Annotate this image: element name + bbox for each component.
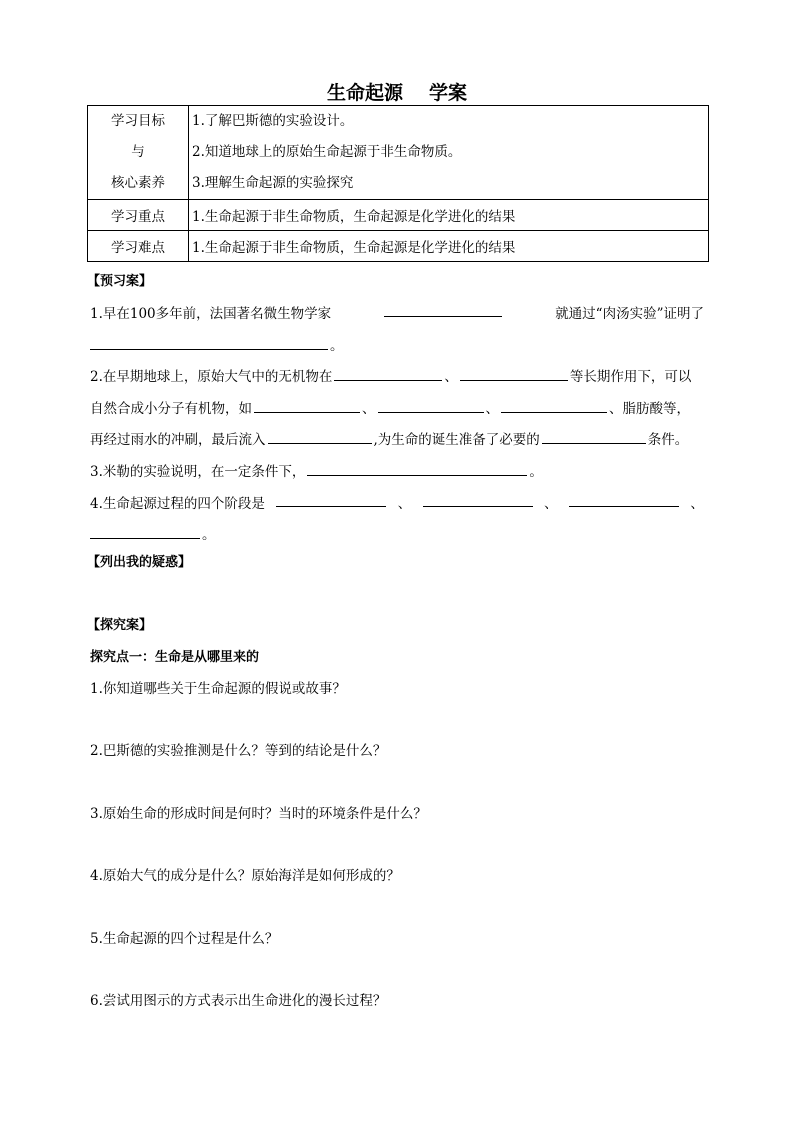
- goals-label-line: 核心素养: [111, 175, 165, 191]
- explore-question: 3.原始生命的形成时间是何时？当时的环境条件是什么？: [90, 806, 427, 822]
- goal-item: 2.知道地球上的原始生命起源于非生命物质。: [192, 144, 462, 160]
- answer-blank[interactable]: [268, 429, 372, 444]
- q2-l3a: 再经过雨水的冲刷，最后流入: [90, 432, 266, 448]
- answer-blank[interactable]: [334, 366, 442, 381]
- answer-blank[interactable]: [384, 302, 502, 317]
- goals-value-cell: [189, 106, 709, 200]
- answer-blank[interactable]: [423, 492, 533, 507]
- doubts-heading: 【列出我的疑惑】: [87, 555, 192, 570]
- difficulties-row: [88, 231, 709, 262]
- q2-l3c: 条件。: [647, 432, 689, 448]
- q2-l1a: 2.在早期地球上，原始大气中的无机物在: [90, 369, 333, 385]
- answer-blank[interactable]: [90, 335, 328, 350]
- preview-q2-line3: [90, 428, 688, 448]
- q4-sep: 、: [397, 496, 412, 512]
- goal-item: 1.了解巴斯德的实验设计。: [192, 113, 354, 129]
- difficulties-label: 学习难点: [88, 231, 189, 262]
- preview-q4-line2: [90, 523, 216, 543]
- preview-q4-line1: [90, 492, 704, 512]
- q4-sep: 、: [544, 496, 558, 512]
- q2-l2d: 、脂肪酸等，: [609, 401, 690, 417]
- q2-l1c: 等长期作用下，可以: [569, 369, 692, 385]
- q4-sep: 、: [690, 496, 704, 512]
- answer-blank[interactable]: [378, 398, 484, 413]
- difficulties-value: 1.生命起源于非生命物质，生命起源是化学进化的结果: [189, 231, 709, 262]
- answer-blank[interactable]: [254, 398, 360, 413]
- q3-text: 3.米勒的实验说明，在一定条件下，: [90, 464, 306, 480]
- q1-text-a: 1.早在100多年前，法国著名微生物学家: [90, 306, 332, 322]
- preview-q2-line1: [90, 365, 691, 385]
- explore-question: 1.你知道哪些关于生命起源的假说或故事？: [90, 681, 346, 697]
- title-main: 生命起源: [326, 82, 403, 104]
- goals-label-line: 与: [131, 144, 145, 160]
- preview-q3: [90, 460, 543, 480]
- explore-question: 4.原始大气的成分是什么？原始海洋是如何形成的？: [90, 868, 400, 884]
- q2-l3b: ,为生命的诞生准备了必要的: [373, 432, 540, 448]
- page-title: [0, 78, 794, 105]
- goals-label-cell: [88, 106, 189, 200]
- answer-blank[interactable]: [307, 461, 527, 476]
- answer-blank[interactable]: [90, 524, 200, 539]
- explore-question: 6.尝试用图示的方式表示出生命进化的漫长过程？: [90, 993, 387, 1009]
- q2-l2b: 、: [362, 401, 376, 417]
- q1-end: 。: [330, 338, 344, 354]
- preview-q2-line2: [90, 397, 690, 417]
- explore-point-title: 探究点一：生命是从哪里来的: [90, 650, 260, 665]
- explore-heading: 【探究案】: [87, 618, 153, 633]
- answer-blank[interactable]: [542, 429, 646, 444]
- goals-label-line: 学习目标: [111, 113, 165, 129]
- preview-heading: 【预习案】: [87, 274, 153, 289]
- answer-blank[interactable]: [501, 398, 607, 413]
- preview-q1-line1: [90, 302, 704, 322]
- goals-table: [87, 105, 709, 262]
- preview-q1-line2: [90, 334, 344, 354]
- q2-l2c: 、: [485, 401, 499, 417]
- explore-question: 5.生命起源的四个过程是什么？: [90, 931, 279, 947]
- answer-blank[interactable]: [460, 366, 568, 381]
- title-sub: 学案: [429, 82, 468, 104]
- q1-text-b: 就通过“肉汤实验”证明了: [555, 306, 704, 322]
- key-points-label: 学习重点: [88, 200, 189, 231]
- goals-row: [88, 106, 709, 200]
- q4-end: 。: [202, 527, 216, 543]
- q4-text: 4.生命起源过程的四个阶段是: [90, 496, 265, 512]
- goal-item: 3.理解生命起源的实验探究: [192, 175, 354, 191]
- key-points-row: [88, 200, 709, 231]
- q2-l2a: 自然合成小分子有机物，如: [90, 401, 252, 417]
- key-points-value: 1.生命起源于非生命物质，生命起源是化学进化的结果: [189, 200, 709, 231]
- q3-end: 。: [529, 464, 543, 480]
- answer-blank[interactable]: [276, 492, 386, 507]
- explore-question: 2.巴斯德的实验推测是什么？等到的结论是什么？: [90, 743, 387, 759]
- q2-l1b: 、: [444, 369, 458, 385]
- answer-blank[interactable]: [569, 492, 679, 507]
